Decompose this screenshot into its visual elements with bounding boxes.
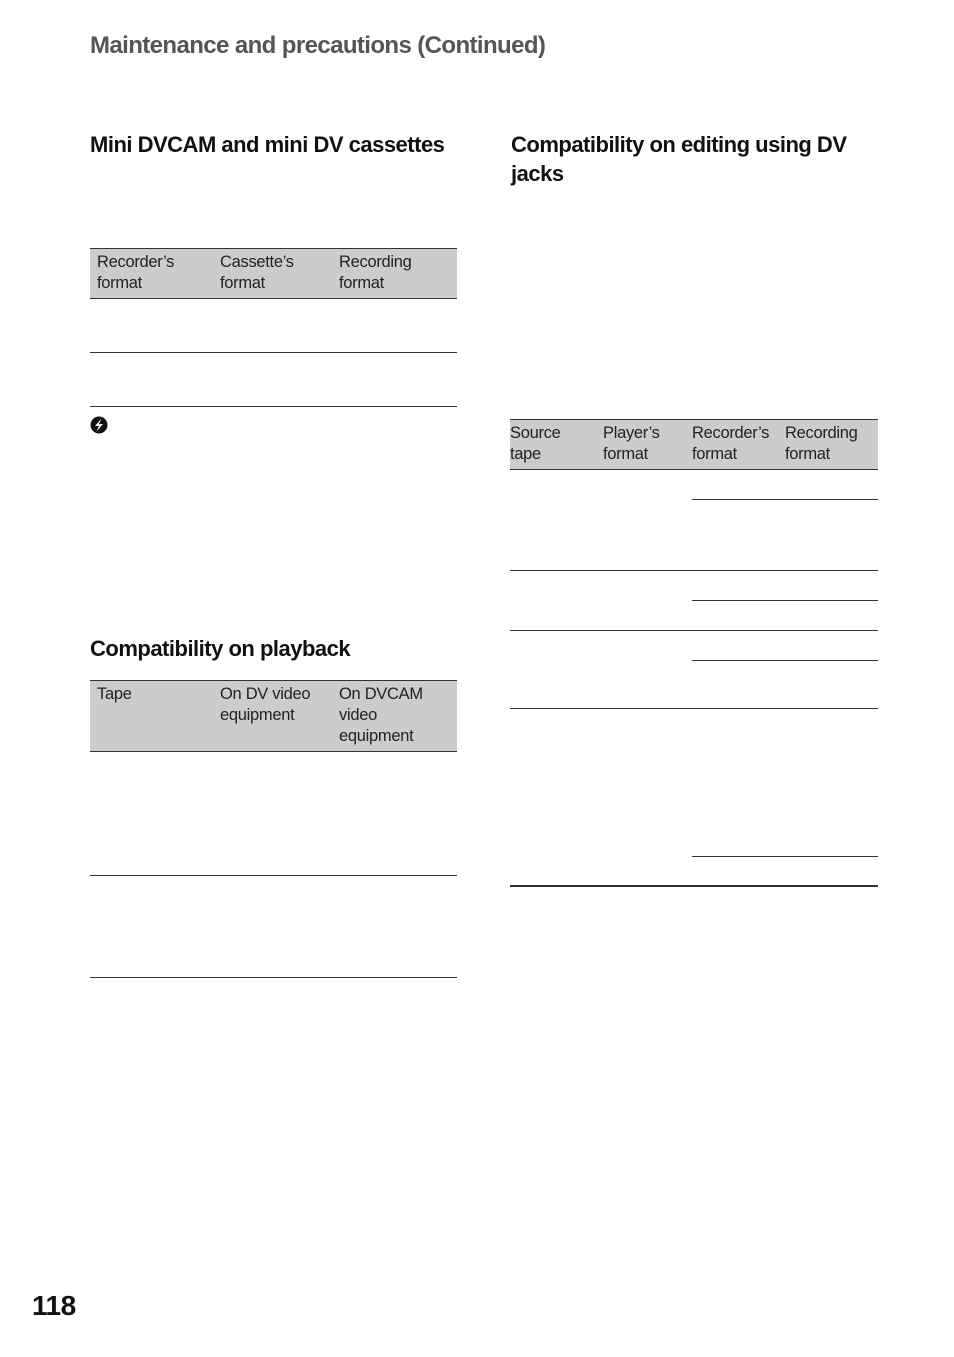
editing-table-header	[510, 419, 878, 470]
table-row-divider	[510, 630, 878, 631]
page-header: Maintenance and precautions (Continued)	[90, 32, 546, 59]
table-sub-row-divider	[692, 600, 878, 601]
column-header-players-format: Player’s format	[603, 424, 660, 463]
table-bottom-rule	[90, 977, 457, 978]
table-sub-row-divider	[692, 660, 878, 661]
table-row-divider	[510, 708, 878, 709]
column-header-recorders-format: Recorder’s format	[692, 424, 770, 463]
column-header-recording-format: Recording format	[785, 424, 858, 463]
column-header-recording-format: Recording format	[339, 253, 412, 292]
table-row-divider	[90, 875, 457, 876]
section-title-editing: Compatibility on editing using DV jacks	[511, 132, 847, 186]
table-row-divider	[510, 570, 878, 571]
column-header-cassettes-format: Cassette’s format	[220, 253, 294, 292]
table-bottom-rule	[510, 885, 878, 887]
column-header-on-dvcam-equipment: On DVCAM video equipment	[339, 685, 423, 745]
tip-icon	[90, 416, 108, 434]
column-header-source-tape: Source tape	[510, 424, 561, 463]
column-header-tape: Tape	[97, 685, 132, 703]
column-header-on-dv-equipment: On DV video equipment	[220, 685, 311, 724]
playback-table-header	[90, 680, 457, 752]
table-sub-row-divider	[692, 856, 878, 857]
section-title-playback: Compatibility on playback	[90, 636, 351, 661]
column-header-recorders-format: Recorder’s format	[97, 253, 175, 292]
cassettes-table-header	[90, 248, 457, 299]
table-bottom-rule	[90, 406, 457, 407]
page-number: 118	[32, 1290, 76, 1321]
section-title-cassettes: Mini DVCAM and mini DV cassettes	[90, 132, 445, 157]
table-row-divider	[90, 352, 457, 353]
table-sub-row-divider	[692, 499, 878, 500]
